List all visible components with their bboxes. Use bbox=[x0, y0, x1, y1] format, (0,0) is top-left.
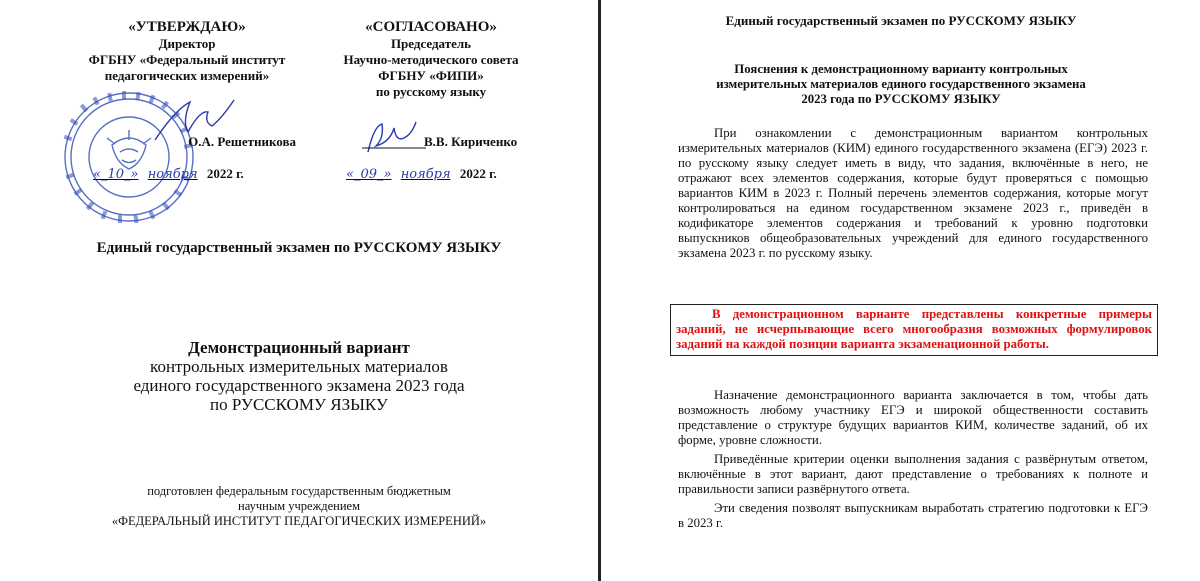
right-page bbox=[602, 0, 1200, 581]
demo-line-4: по РУССКОМУ ЯЗЫКУ bbox=[210, 395, 388, 414]
demo-line-2: контрольных измерительных материалов bbox=[150, 357, 448, 376]
prepared-line-2: научным учреждением bbox=[238, 499, 360, 513]
agree-line-2: Научно-методического совета bbox=[343, 52, 519, 67]
paragraph-2: Назначение демонстрационного варианта заключается в том, чтобы дать возможность любому участнику ЕГЭ и широкой общественности составить представление о структуре будущих вариантов КИМ, количестве заданий, об их форме, уровне сложности. bbox=[678, 388, 1148, 447]
approve-date bbox=[93, 166, 244, 182]
paragraph-4: Эти сведения позволят выпускникам выработать стратегию подготовки к ЕГЭ в 2023 г. bbox=[678, 501, 1148, 530]
paragraph-1: При ознакомлении с демонстрационным вариантом контрольных измерительных материалов (КИМ) единого государственного экзамена (ЕГЭ) 2023 г. по русскому языку следует иметь в виду, что задания, включённые в него, не отражают всех элементов содержания, которые будут проверяться с помощью вариантов КИМ в 2023 г. Полный перечень элементов содержания, которые могут контролироваться на едином государственном экзамене 2023 г., приведён в кодификаторе элементов содержания и требований к уровню подготовки выпускников общеобразовательных учреждений для единого государственного экзамена 2023 г. по русскому языку. bbox=[678, 126, 1148, 260]
demo-line-3: единого государственного экзамена 2023 года bbox=[133, 376, 465, 395]
agree-date-year: 2022 г. bbox=[459, 166, 497, 181]
agree-line-4: по русскому языку bbox=[375, 84, 487, 99]
alert-box: В демонстрационном варианте представлены конкретные примеры заданий, не исчерпывающие всего многообразия возможных формулировок заданий на каждой позиции варианта экзаменационной работы. bbox=[670, 304, 1158, 356]
agree-signer: В.В. Кириченко bbox=[424, 134, 518, 149]
agree-block bbox=[306, 18, 556, 100]
approve-date-month: ноября bbox=[147, 167, 198, 182]
agree-line-1: Председатель bbox=[390, 36, 472, 51]
agree-date-month: ноября bbox=[400, 167, 451, 182]
agree-date-day: «_09_» bbox=[346, 167, 392, 182]
explanation-heading bbox=[682, 62, 1120, 107]
right-page-title: Единый государственный экзамен по РУССКОМУ ЯЗЫКУ bbox=[725, 13, 1077, 28]
agree-date bbox=[346, 166, 497, 182]
approve-date-year: 2022 г. bbox=[206, 166, 244, 181]
page-divider bbox=[598, 0, 601, 581]
demo-title-block bbox=[60, 338, 538, 414]
approve-signer-row bbox=[168, 134, 296, 150]
approve-date-day: «_10_» bbox=[93, 167, 139, 182]
approve-line-3: педагогических измерений» bbox=[104, 68, 270, 83]
agree-heading: «СОГЛАСОВАНО» bbox=[365, 19, 497, 35]
approve-line-1: Директор bbox=[158, 36, 216, 51]
prepared-line-1: подготовлен федеральным государственным бюджетным bbox=[147, 484, 451, 498]
signature-icon bbox=[362, 118, 432, 158]
agree-signer-row bbox=[424, 134, 517, 150]
prepared-by-block bbox=[20, 484, 578, 529]
exam-title: Единый государственный экзамен по РУССКОМУ ЯЗЫКУ bbox=[96, 240, 502, 256]
agree-line-3: ФГБНУ «ФИПИ» bbox=[378, 68, 484, 83]
explanation-line-1: Пояснения к демонстрационному варианту контрольных bbox=[734, 62, 1068, 76]
prepared-line-3: «ФЕДЕРАЛЬНЫЙ ИНСТИТУТ ПЕДАГОГИЧЕСКИХ ИЗМЕРЕНИЙ» bbox=[111, 514, 487, 528]
explanation-line-2: измерительных материалов единого государственного экзамена bbox=[716, 77, 1086, 91]
demo-line-1: Демонстрационный вариант bbox=[188, 338, 410, 357]
left-page bbox=[0, 0, 598, 581]
approve-line-2: ФГБНУ «Федеральный институт bbox=[88, 52, 286, 67]
paragraph-3: Приведённые критерии оценки выполнения задания с развёрнутым ответом, включённые в этот вариант, дают представление о требованиях к полноте и правильности записи развёрнутого ответа. bbox=[678, 452, 1148, 496]
approve-signer: О.А. Решетникова bbox=[188, 134, 296, 149]
explanation-line-3: 2023 года по РУССКОМУ ЯЗЫКУ bbox=[801, 92, 1001, 106]
approve-block bbox=[62, 18, 312, 84]
approve-heading: «УТВЕРЖДАЮ» bbox=[128, 19, 246, 35]
